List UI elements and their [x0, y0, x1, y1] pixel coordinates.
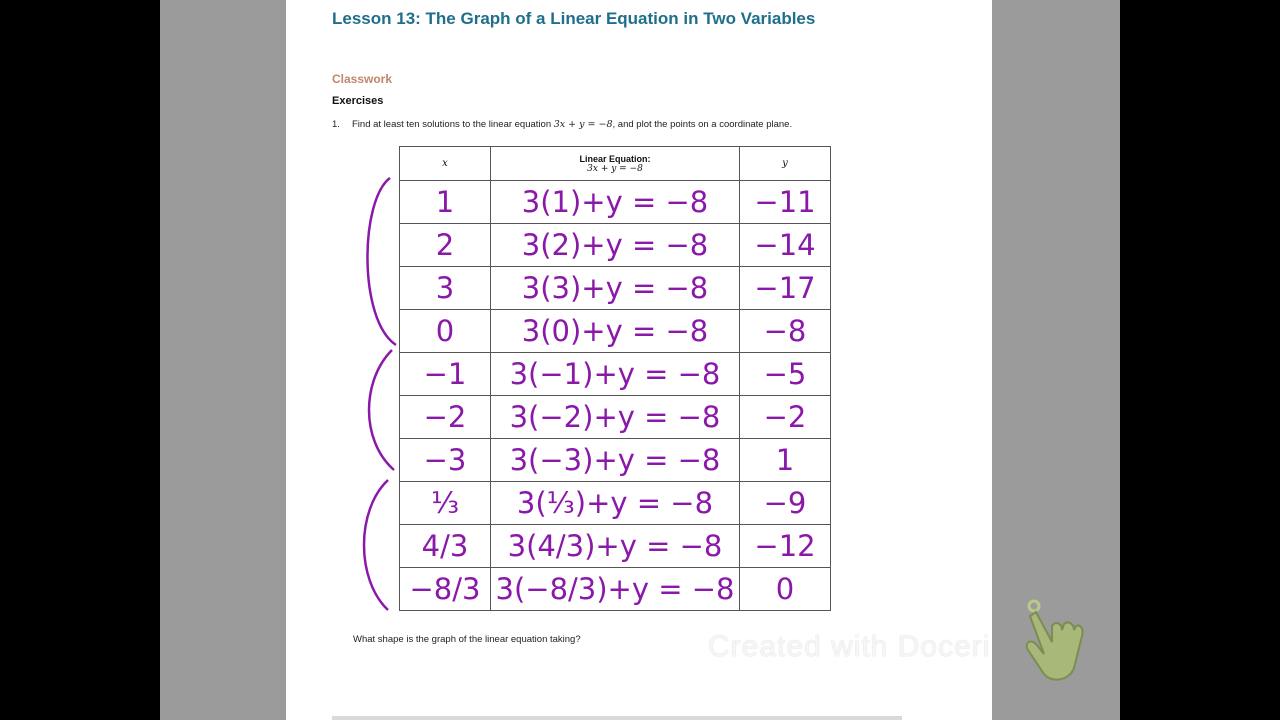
section-label: Classwork [332, 72, 393, 86]
cell-x-value: −3 [423, 442, 467, 477]
cell-equation-value: 3(1)+y = −8 [521, 184, 709, 219]
brace-group-1 [367, 178, 396, 345]
cell-equation-value: 3(−8/3)+y = −8 [495, 571, 735, 606]
cell-y-value: −17 [754, 270, 816, 305]
doceri-watermark: Created with Doceri [708, 630, 991, 663]
cell-equation-value: 3(−2)+y = −8 [509, 399, 721, 434]
cell-x-value: −1 [423, 356, 467, 391]
brace-group-3 [364, 480, 388, 610]
exercise-number: 1. [332, 119, 340, 130]
header-x: x [400, 147, 491, 181]
cell-equation-value: 3(4/3)+y = −8 [507, 528, 723, 563]
cell-y-value: 1 [775, 442, 795, 477]
follow-up-question: What shape is the graph of the linear equation taking? [353, 634, 581, 645]
cell-x-value: −8/3 [409, 571, 481, 606]
cell-x-value: 0 [435, 313, 455, 348]
page-title: Lesson 13: The Graph of a Linear Equation in Two Variables [332, 9, 816, 28]
cell-equation-value: 3(⅓)+y = −8 [516, 485, 714, 520]
brace-group-2 [369, 350, 394, 470]
cell-equation-value: 3(2)+y = −8 [521, 227, 709, 262]
exercise-text-before: Find at least ten solutions to the linear equation [352, 119, 554, 130]
cell-y-value: −12 [754, 528, 816, 563]
exercise-text-after: , and plot the points on a coordinate plane. [612, 119, 793, 130]
header-equation-label: Linear Equation: [579, 153, 651, 164]
cell-y-value: −11 [754, 184, 816, 219]
exercise-equation: 3x + y = −8 [553, 119, 613, 130]
cell-equation-value: 3(0)+y = −8 [521, 313, 709, 348]
cell-y-value: −8 [763, 313, 807, 348]
cell-y-value: −2 [763, 399, 807, 434]
subsection-label: Exercises [332, 95, 384, 107]
cell-equation-value: 3(3)+y = −8 [521, 270, 709, 305]
pointing-hand-icon [1022, 598, 1088, 690]
cell-y-value: 0 [775, 571, 795, 606]
cell-x-value: 2 [435, 227, 455, 262]
header-y: y [740, 147, 831, 181]
cell-y-value: −14 [754, 227, 816, 262]
cell-x-value: ⅓ [430, 485, 460, 520]
cell-x-value: 1 [435, 184, 455, 219]
cell-equation-value: 3(−1)+y = −8 [509, 356, 721, 391]
cell-x-value: 4/3 [421, 528, 469, 563]
cell-equation-value: 3(−3)+y = −8 [509, 442, 721, 477]
cell-x-value: 3 [435, 270, 455, 305]
header-equation-formula: 3x + y = −8 [587, 163, 643, 174]
cell-x-value: −2 [423, 399, 467, 434]
cell-y-value: −9 [763, 485, 807, 520]
cell-y-value: −5 [763, 356, 807, 391]
